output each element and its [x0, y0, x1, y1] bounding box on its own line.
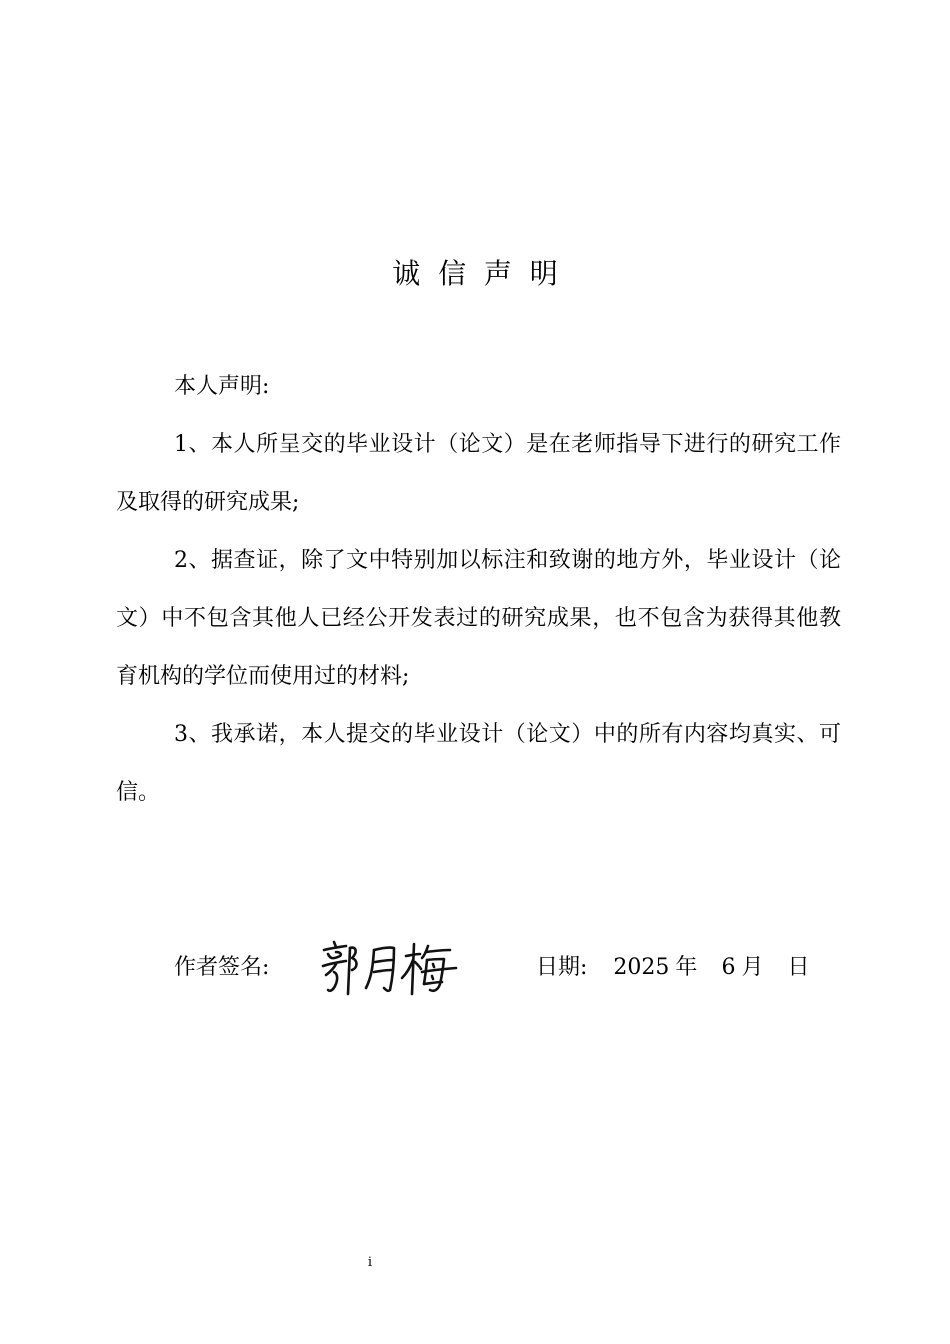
handwritten-signature [310, 934, 460, 1000]
signature-label: 作者签名: [174, 955, 270, 980]
declaration-item-3: 3、我承诺，本人提交的毕业设计（论文）中的所有内容均真实、可信。 [116, 722, 841, 805]
date-month-unit: 月 [741, 955, 764, 980]
date-day-unit: 日 [787, 955, 810, 980]
declaration-body [116, 358, 841, 822]
intro-paragraph: 本人声明: [174, 374, 270, 399]
signature-drawing [310, 934, 460, 1000]
date-year-unit: 年 [675, 955, 698, 980]
date-field [536, 940, 809, 996]
declaration-item-2: 2、据查证，除了文中特别加以标注和致谢的地方外，毕业设计（论文）中不包含其他人已经公开发表过的研究成果，也不包含为获得其他教育机构的学位而使用过的材料; [116, 548, 841, 689]
page-title: 诚 信 声 明 [392, 257, 558, 290]
date-month: 6 [721, 955, 736, 980]
date-label: 日期: [536, 955, 588, 980]
declaration-item-1: 1、本人所呈交的毕业设计（论文）是在老师指导下进行的研究工作及取得的研究成果; [116, 432, 841, 515]
page-number: i [367, 1255, 373, 1270]
date-year: 2025 [613, 955, 670, 980]
signature-row [174, 940, 834, 1000]
